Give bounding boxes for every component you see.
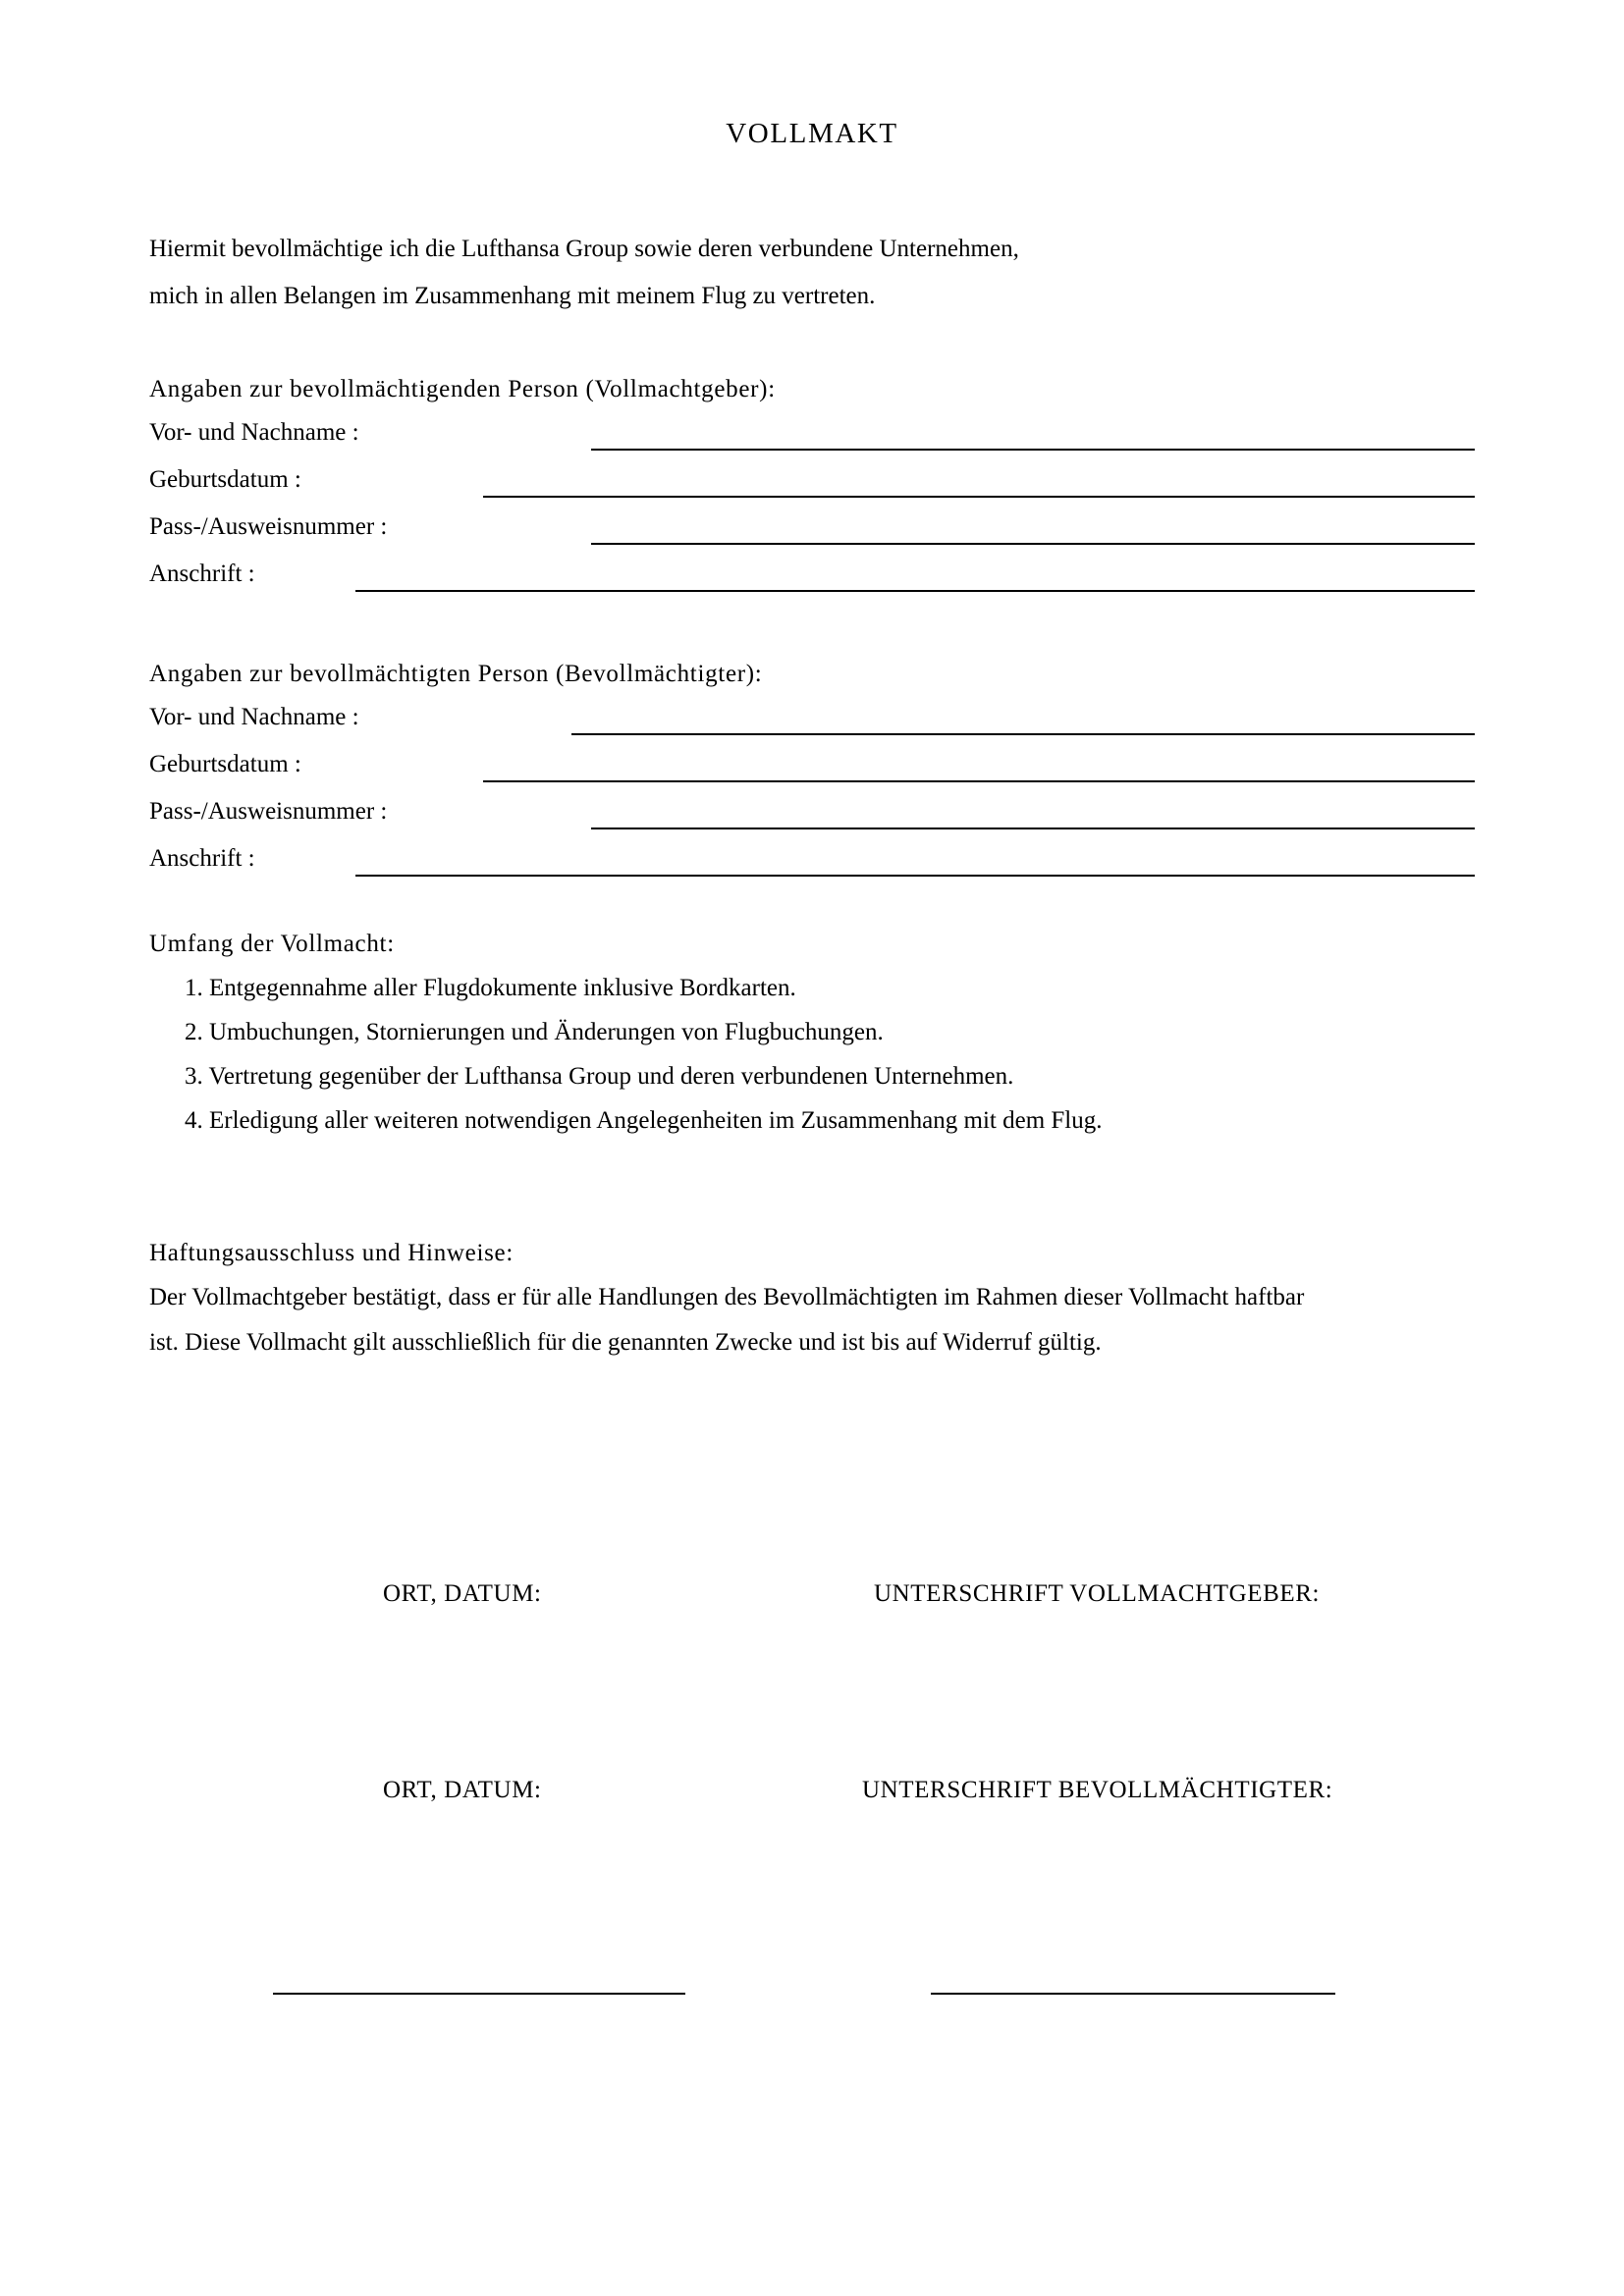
principal-address-input[interactable] <box>355 590 1475 592</box>
principal-passport-label: Pass-/Ausweisnummer : <box>149 513 388 540</box>
agent-birthdate-label: Geburtsdatum : <box>149 751 301 777</box>
principal-section <box>149 368 1475 600</box>
field-row-principal-address[interactable] <box>149 553 1475 600</box>
place-date-label-principal: ORT, DATUM: <box>383 1580 542 1607</box>
agent-passport-label: Pass-/Ausweisnummer : <box>149 798 388 825</box>
principal-name-label: Vor- und Nachname : <box>149 419 359 446</box>
page-title: VOLLMAKT <box>726 118 898 149</box>
field-row-principal-passport[interactable] <box>149 506 1475 553</box>
agent-passport-input[interactable] <box>591 828 1475 829</box>
list-item: 4. Erledigung aller weiteren notwendigen Angelegenheiten im Zusammenhang mit dem Flug. <box>185 1107 1103 1134</box>
field-row-agent-passport[interactable] <box>149 790 1475 837</box>
principal-name-input[interactable] <box>591 449 1475 451</box>
principal-birthdate-input[interactable] <box>483 496 1475 498</box>
agent-name-label: Vor- und Nachname : <box>149 704 359 730</box>
agent-section <box>149 653 1475 884</box>
agent-address-input[interactable] <box>355 875 1475 877</box>
list-item: 2. Umbuchungen, Stornierungen und Änderungen von Flugbuchungen. <box>185 1019 884 1045</box>
disclaimer-line-1: Der Vollmachtgeber bestätigt, dass er für alle Handlungen des Bevollmächtigten im Rahmen dieser Vollmacht haftbar <box>149 1284 1305 1310</box>
agent-address-label: Anschrift : <box>149 845 255 872</box>
intro-line-1: Hiermit bevollmächtige ich die Lufthansa Group sowie deren verbundene Unternehmen, <box>149 236 1019 262</box>
intro-paragraph <box>149 226 1475 320</box>
disclaimer-line-2: ist. Diese Vollmacht gilt ausschließlich für die genannten Zwecke und ist bis auf Widerruf gültig. <box>149 1329 1102 1356</box>
field-row-principal-name[interactable] <box>149 411 1475 458</box>
list-item: 1. Entgegennahme aller Flugdokumente inklusive Bordkarten. <box>185 975 796 1001</box>
list-item: 3. Vertretung gegenüber der Lufthansa Group und deren verbundenen Unternehmen. <box>185 1063 1014 1090</box>
disclaimer-heading: Haftungsausschluss und Hinweise: <box>149 1240 514 1266</box>
field-row-agent-name[interactable] <box>149 696 1475 743</box>
principal-address-label: Anschrift : <box>149 561 255 587</box>
scope-heading: Umfang der Vollmacht: <box>149 931 395 957</box>
principal-passport-input[interactable] <box>591 543 1475 545</box>
field-row-agent-address[interactable] <box>149 837 1475 884</box>
signature-line-left[interactable] <box>273 1993 685 1995</box>
agent-section-heading: Angaben zur bevollmächtigten Person (Bevollmächtigter): <box>149 661 763 687</box>
principal-birthdate-label: Geburtsdatum : <box>149 466 301 493</box>
disclaimer-section <box>149 1232 1475 1365</box>
scope-section <box>149 923 1475 1143</box>
principal-section-heading: Angaben zur bevollmächtigenden Person (Vollmachtgeber): <box>149 376 776 402</box>
signature-line-right[interactable] <box>931 1993 1335 1995</box>
signature-label-agent: UNTERSCHRIFT BEVOLLMÄCHTIGTER: <box>862 1777 1333 1803</box>
place-date-label-agent: ORT, DATUM: <box>383 1777 542 1803</box>
agent-birthdate-input[interactable] <box>483 780 1475 782</box>
intro-line-2: mich in allen Belangen im Zusammenhang mit meinem Flug zu vertreten. <box>149 283 876 309</box>
field-row-agent-birthdate[interactable] <box>149 743 1475 790</box>
field-row-principal-birthdate[interactable] <box>149 458 1475 506</box>
agent-name-input[interactable] <box>571 733 1475 735</box>
signature-label-principal: UNTERSCHRIFT VOLLMACHTGEBER: <box>874 1580 1321 1607</box>
